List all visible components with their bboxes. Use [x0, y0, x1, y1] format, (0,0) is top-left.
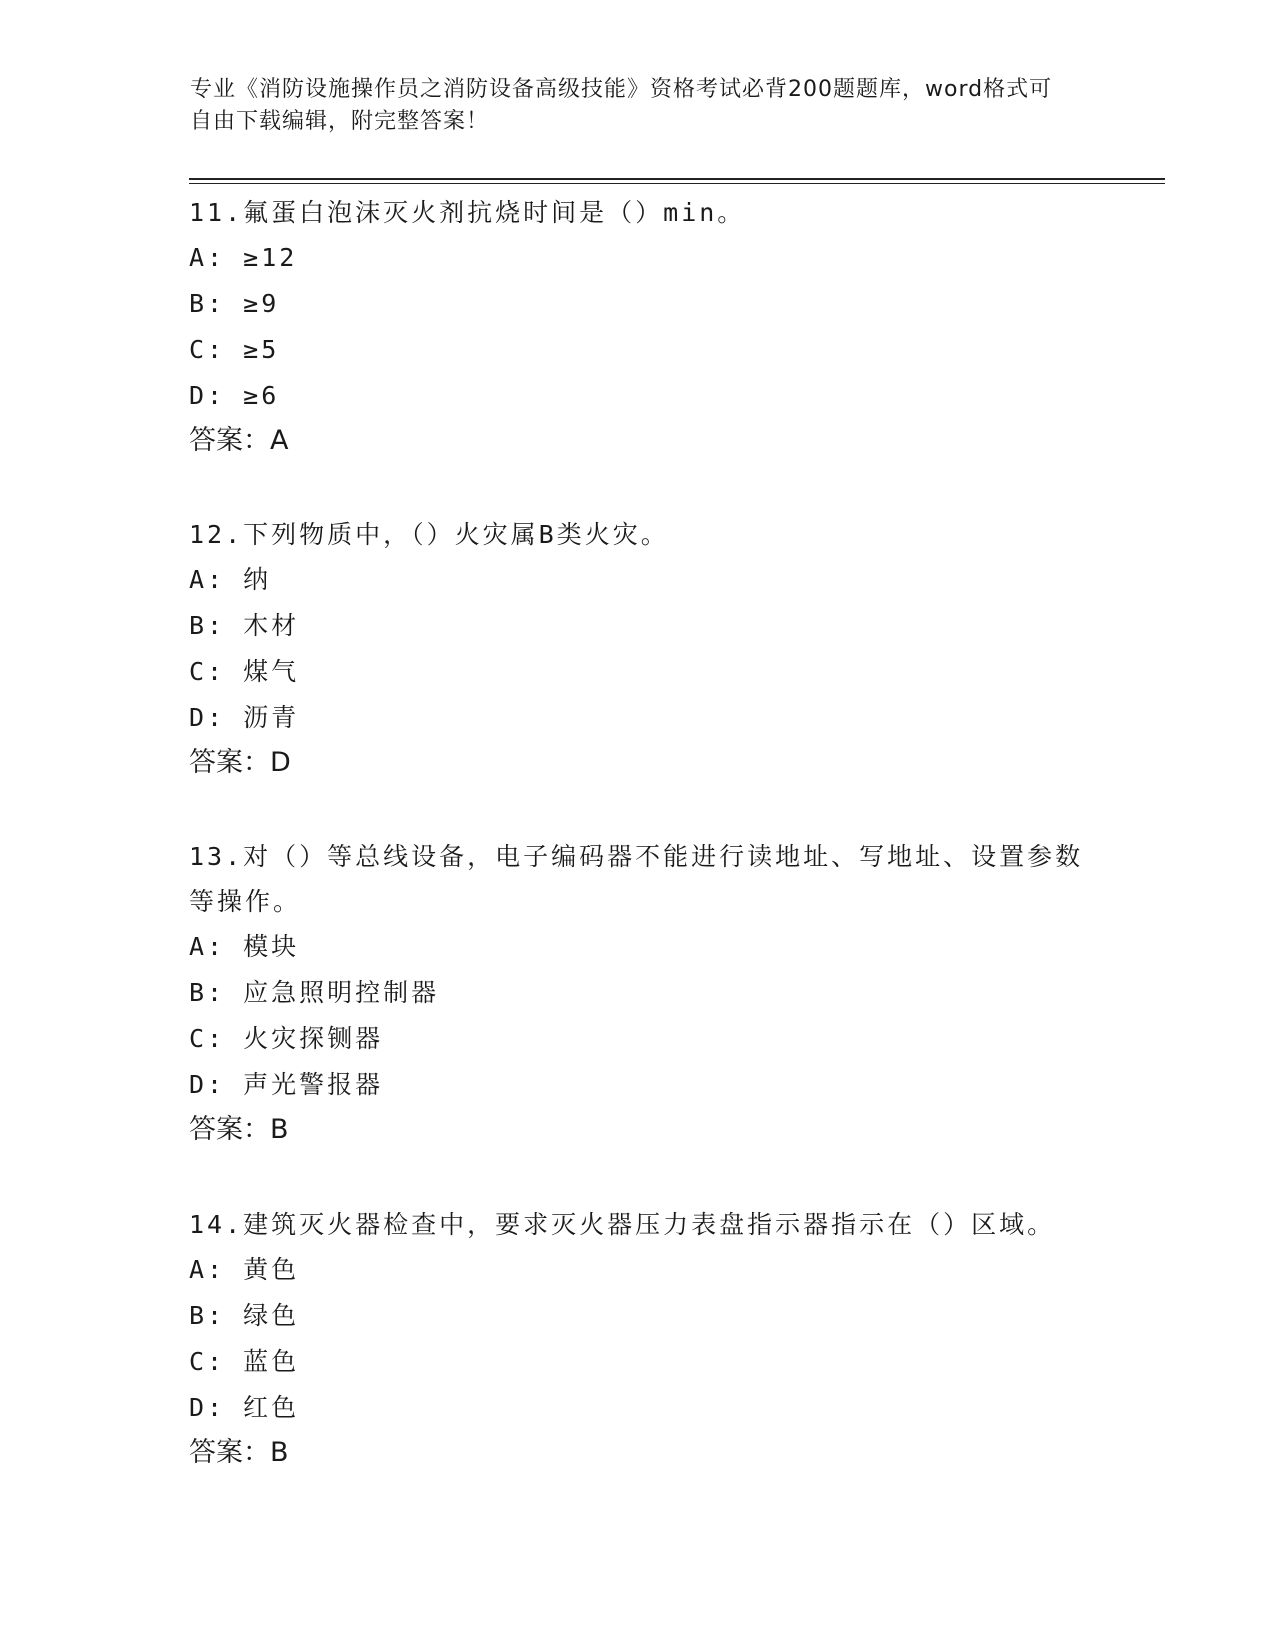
question-block — [189, 1202, 1089, 1475]
option-a: A: 纳 — [189, 565, 272, 594]
option-a: A: 黄色 — [189, 1255, 300, 1284]
header-divider-thin — [189, 183, 1165, 184]
question-block — [189, 190, 1089, 463]
answer: 答案：B — [189, 1114, 289, 1145]
question-stem: 13.对（）等总线设备，电子编码器不能进行读地址、写地址、设置参数等操作。 — [189, 842, 1084, 916]
header-divider-thick — [189, 178, 1165, 180]
question-block — [189, 834, 1089, 1152]
option-d: D: 红色 — [189, 1393, 300, 1422]
option-b: B: 木材 — [189, 611, 300, 640]
option-c: C: ≥5 — [189, 335, 280, 364]
option-c: C: 火灾探铡器 — [189, 1024, 384, 1053]
option-c: C: 煤气 — [189, 657, 300, 686]
option-d: D: 声光警报器 — [189, 1070, 384, 1099]
question-stem: 12.下列物质中，（）火灾属B类火灾。 — [189, 520, 669, 549]
option-a: A: 模块 — [189, 932, 300, 961]
option-b: B: 应急照明控制器 — [189, 978, 440, 1007]
answer: 答案：A — [189, 425, 289, 456]
option-b: B: 绿色 — [189, 1301, 300, 1330]
question-stem: 11.氟蛋白泡沫灭火剂抗烧时间是（）min。 — [189, 198, 746, 227]
option-b: B: ≥9 — [189, 289, 280, 318]
option-a: A: ≥12 — [189, 243, 298, 272]
answer: 答案：B — [189, 1437, 289, 1468]
option-d: D: 沥青 — [189, 703, 300, 732]
option-d: D: ≥6 — [189, 381, 280, 410]
question-block — [189, 512, 1089, 785]
answer: 答案：D — [189, 747, 291, 778]
option-c: C: 蓝色 — [189, 1347, 300, 1376]
document-header: 专业《消防设施操作员之消防设备高级技能》资格考试必背200题题库，word格式可自由下载编辑，附完整答案！ — [190, 77, 1053, 134]
question-stem: 14.建筑灭火器检查中，要求灭火器压力表盘指示器指示在（）区域。 — [189, 1210, 1056, 1239]
